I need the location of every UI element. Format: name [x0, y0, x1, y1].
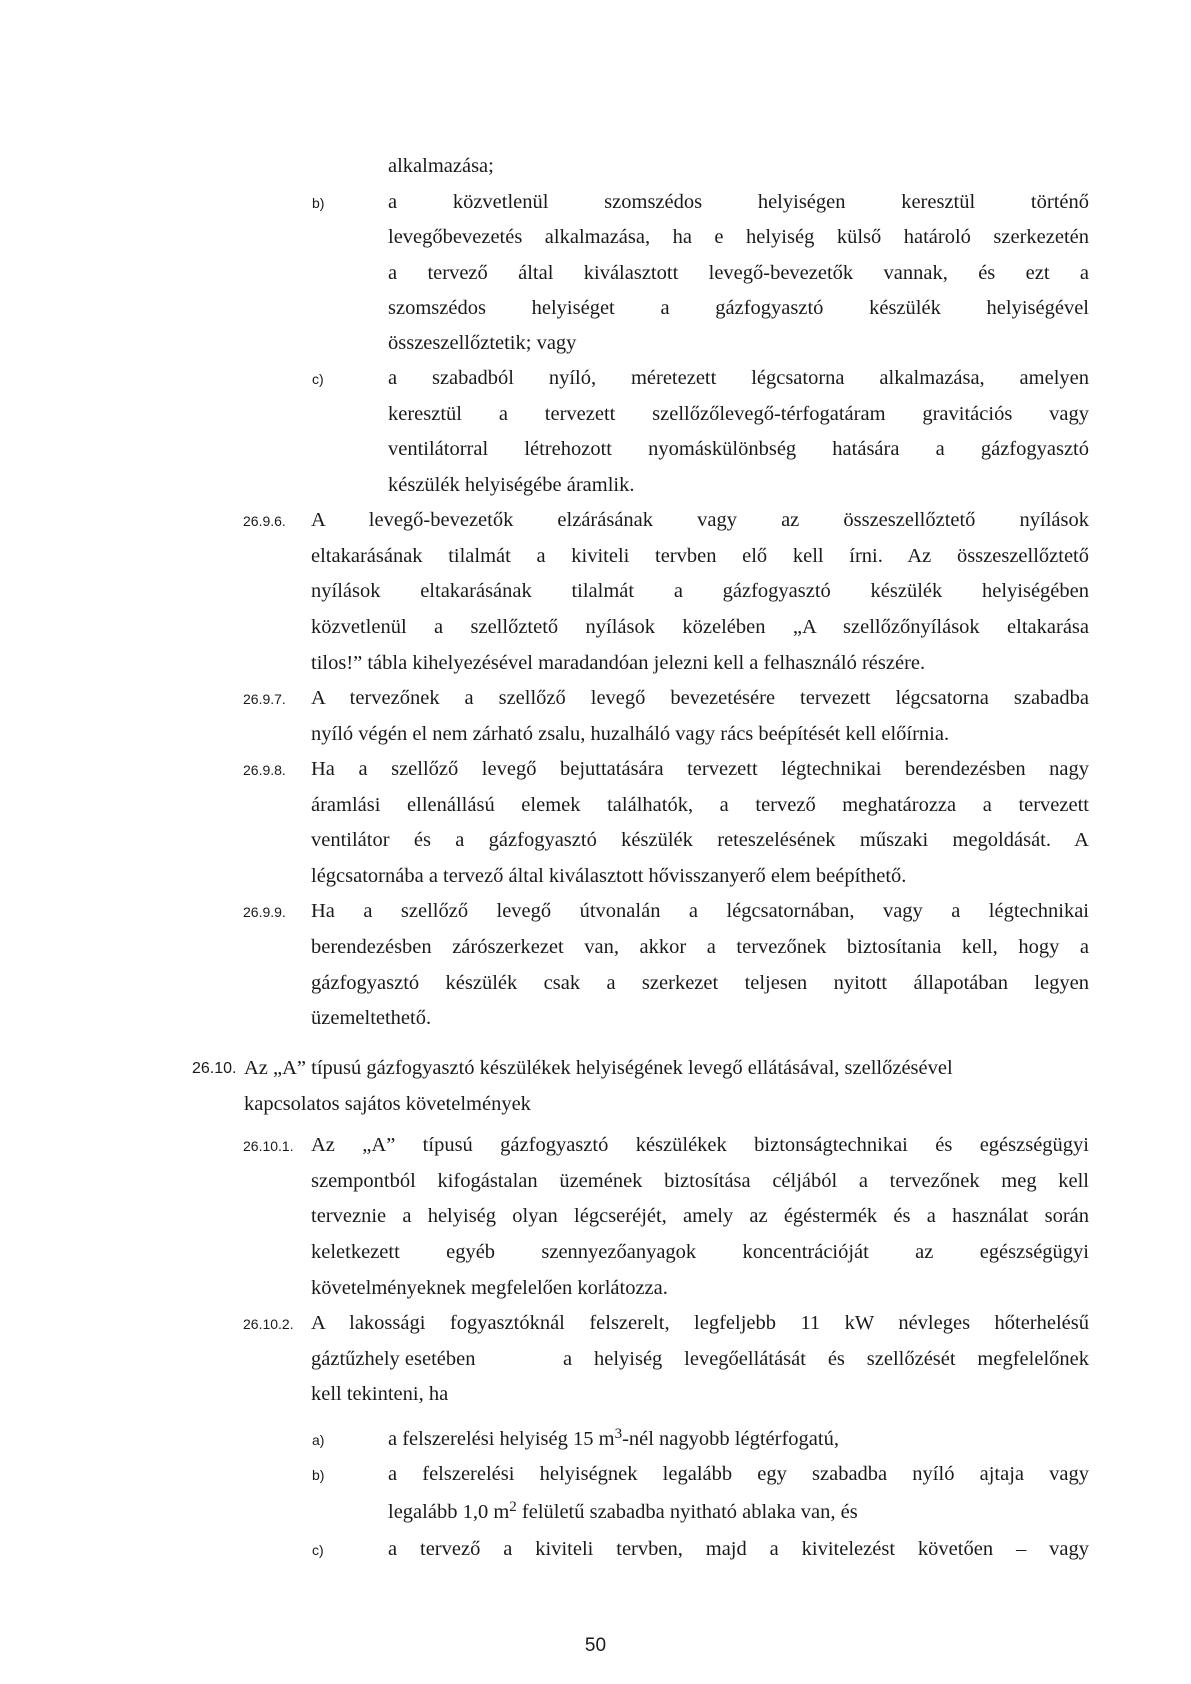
- subitem-a-label: a): [312, 1432, 325, 1448]
- subitem-b-line: a felszerelési helyiségnek legalább egy szabadba nyíló ajtaja vagy: [388, 1463, 1089, 1485]
- paragraph-line: A tervezőnek a szellőző levegő bevezetésére tervezett légcsatorna szabadba: [311, 687, 1089, 709]
- section-number: 26.10.: [192, 1060, 237, 1077]
- subitem-a-text: a felszerelési helyiség 15 $m^3$-nél nagyobb légtérfogatú,: [388, 1426, 839, 1450]
- paragraph-number: 26.9.6.: [243, 513, 286, 529]
- section-heading-line: Az „A” típusú gázfogyasztó készülékek helyiségének levegő ellátásával, szellőzésével: [244, 1057, 953, 1079]
- paragraph-line: berendezésben zárószerkezet van, akkor a tervezőnek biztosítania kell, hogy a: [311, 936, 1089, 958]
- item-b-line: a tervező által kiválasztott levegő-bevezetők vannak, és ezt a: [388, 262, 1089, 284]
- paragraph-number: 26.9.8.: [243, 762, 286, 778]
- paragraph-line: Az „A” típusú gázfogyasztó készülékek biztonságtechnikai és egészségügyi: [311, 1134, 1089, 1156]
- paragraph-line: gázfogyasztó készülék csak a szerkezet teljesen nyitott állapotában legyen: [311, 972, 1089, 994]
- paragraph-line: ventilátor és a gázfogyasztó készülék reteszelésének műszaki megoldását. A: [311, 829, 1089, 851]
- paragraph-line: üzemeltethető.: [311, 1007, 432, 1029]
- paragraph-number: 26.10.1.: [243, 1138, 294, 1154]
- paragraph-line: Ha a szellőző levegő bejuttatására tervezett légtechnikai berendezésben nagy: [311, 758, 1089, 780]
- subitem-b-label: b): [312, 1467, 325, 1483]
- subitem-c-label: c): [312, 1542, 324, 1558]
- paragraph-line: tilos!” tábla kihelyezésével maradandóan jelezni kell a felhasználó részére.: [311, 652, 926, 674]
- paragraph-line: keletkezett egyéb szennyezőanyagok koncentrációját az egészségügyi: [311, 1241, 1089, 1263]
- item-c-label: c): [312, 371, 324, 387]
- continuation-line: alkalmazása;: [388, 155, 494, 177]
- paragraph-number: 26.10.2.: [243, 1316, 294, 1332]
- item-c-line: készülék helyiségébe áramlik.: [388, 474, 635, 496]
- item-b-line: a közvetlenül szomszédos helyiségen keresztül történő: [388, 191, 1089, 213]
- paragraph-line: eltakarásának tilalmát a kiviteli tervben elő kell írni. Az összeszellőztető: [311, 545, 1089, 567]
- paragraph-line: közvetlenül a szellőztető nyílások közelében „A szellőzőnyílások eltakarása: [311, 616, 1089, 638]
- paragraph-line: a helyiség levegőellátását és szellőzését megfelelőnek: [563, 1348, 1089, 1370]
- item-c-line: keresztül a tervezett szellőzőlevegő-térfogatáram gravitációs vagy: [388, 403, 1089, 425]
- item-b-line: szomszédos helyiséget a gázfogyasztó készülék helyiségével: [388, 297, 1089, 319]
- subitem-b-line: legalább 1,0 $m^2$ felületű szabadba nyitható ablaka van, és: [388, 1499, 858, 1523]
- paragraph-line: kell tekinteni, ha: [311, 1383, 449, 1405]
- paragraph-line: légcsatornába a tervező által kiválasztott hővisszanyerő elem beépíthető.: [311, 865, 907, 887]
- paragraph-line: nyíló végén el nem zárható zsalu, huzalháló vagy rács beépítését kell előírnia.: [311, 723, 950, 745]
- paragraph-number: 26.9.9.: [243, 904, 286, 920]
- item-b-line: összeszellőztetik; vagy: [388, 332, 577, 354]
- paragraph-line: Ha a szellőző levegő útvonalán a légcsatornában, vagy a légtechnikai: [311, 900, 1089, 922]
- page-number: 50: [584, 1635, 607, 1656]
- paragraph-number: 26.9.7.: [243, 691, 286, 707]
- item-c-line: a szabadból nyíló, méretezett légcsatorna alkalmazása, amelyen: [388, 367, 1089, 389]
- paragraph-line: A levegő-bevezetők elzárásának vagy az összeszellőztető nyílások: [311, 509, 1089, 531]
- paragraph-line: A lakossági fogyasztóknál felszerelt, legfeljebb 11 kW névleges hőterhelésű: [311, 1312, 1089, 1334]
- subitem-c-line: a tervező a kiviteli tervben, majd a kivitelezést követően – vagy: [388, 1538, 1089, 1560]
- item-b-label: b): [312, 195, 325, 211]
- paragraph-line: szempontból kifogástalan üzemének biztosítása céljából a tervezőnek meg kell: [311, 1170, 1089, 1192]
- paragraph-line: gáztűzhely esetében: [311, 1348, 476, 1370]
- paragraph-line: terveznie a helyiség olyan légcseréjét, amely az égéstermék és a használat során: [311, 1205, 1089, 1227]
- item-b-line: levegőbevezetés alkalmazása, ha e helyiség külső határoló szerkezetén: [388, 226, 1089, 248]
- paragraph-line: követelményeknek megfelelően korlátozza.: [311, 1277, 668, 1299]
- section-heading-line: kapcsolatos sajátos követelmények: [244, 1093, 531, 1115]
- paragraph-line: nyílások eltakarásának tilalmát a gázfogyasztó készülék helyiségében: [311, 580, 1089, 602]
- paragraph-line: áramlási ellenállású elemek találhatók, a tervező meghatározza a tervezett: [311, 794, 1089, 816]
- item-c-line: ventilátorral létrehozott nyomáskülönbség hatására a gázfogyasztó: [388, 438, 1089, 460]
